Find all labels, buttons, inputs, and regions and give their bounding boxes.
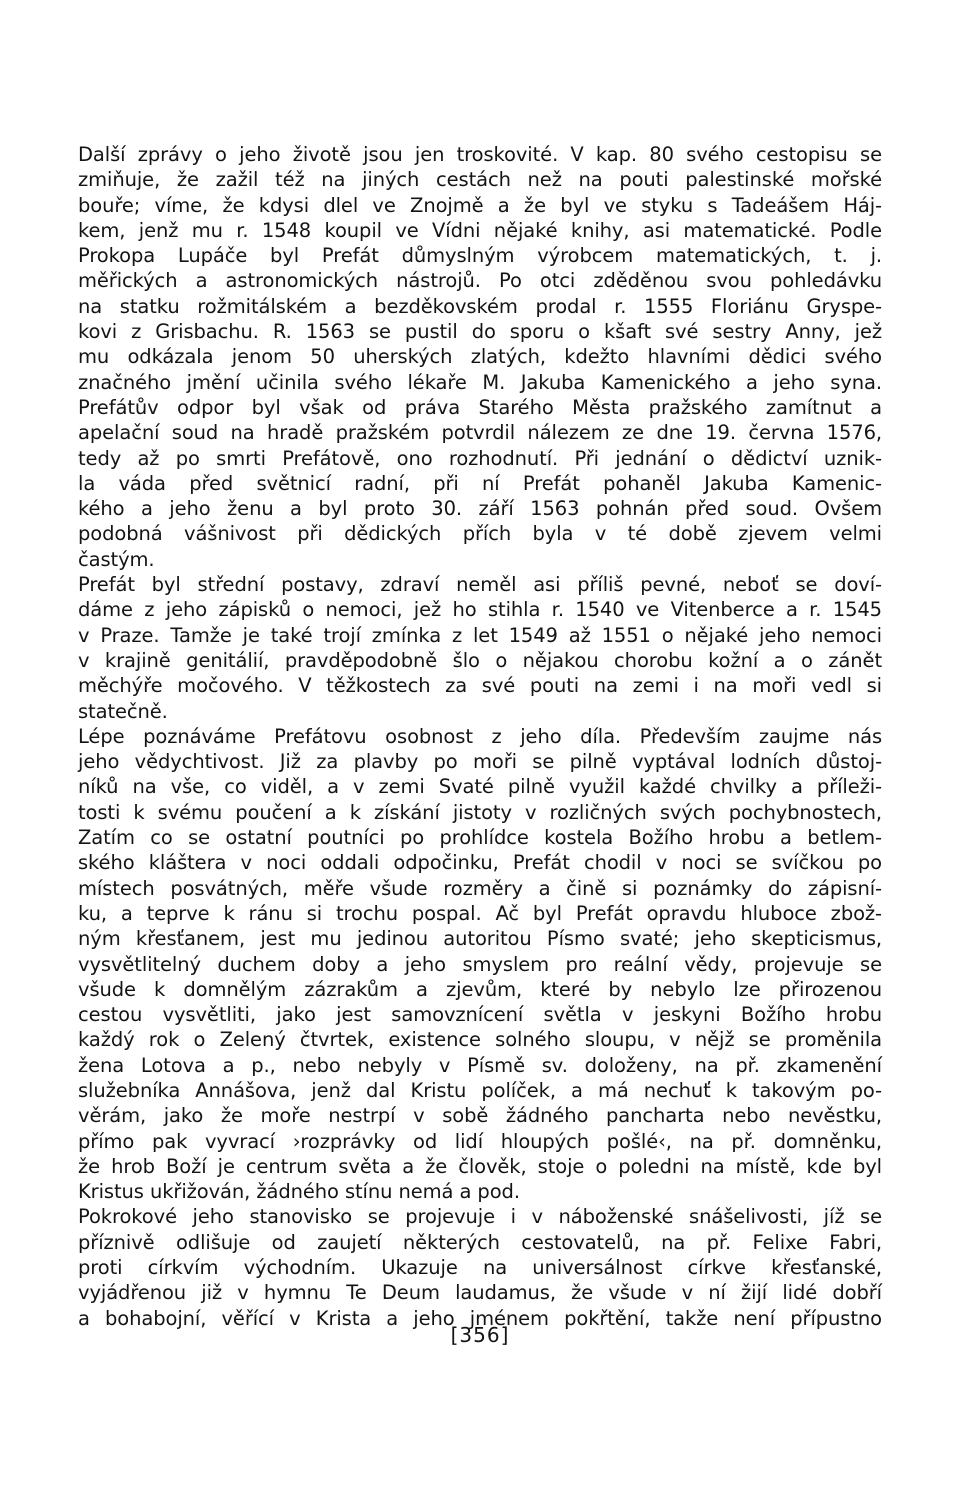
text-line: níků na vše, co viděl, a v zemi Svaté pilně využil každé chvilky a příleži-: [78, 775, 882, 799]
text-line: Prokopa Lupáče byl Prefát důmyslným výrobcem matematických, t. j.: [78, 244, 882, 268]
text-line: vysvětlitelný duchem doby a jeho smyslem pro reální vědy, projevuje se: [78, 952, 882, 976]
text-line: jeho vědychtivost. Již za plavby po moři se pilně vyptával lodních důstoj-: [78, 750, 882, 774]
text-line: la váda před světnicí radní, při ní Prefát pohaněl Jakuba Kamenic-: [78, 471, 882, 495]
text-line: statečně.: [78, 699, 168, 723]
text-line: vyjádřenou již v hymnu Te Deum laudamus, že všude v ní žijí lidé dobří: [78, 1281, 882, 1305]
text-line: tosti k svému poučení a k získání jistoty v rozličných svých pochybnostech,: [78, 800, 882, 824]
text-line: bouře; víme, že kdysi dlel ve Znojmě a že byl ve styku s Tadeášem Háj-: [78, 193, 882, 217]
text-line: ského kláštera v noci oddali odpočinku, Prefát chodil v noci se svíčkou po: [78, 851, 882, 875]
text-line: značného jmění učinila svého lékaře M. Jakuba Kamenického a jeho syna.: [78, 370, 882, 394]
text-line: místech posvátných, měře všude rozměry a čině si poznámky do zápisní-: [78, 876, 882, 900]
text-line: tedy až po smrti Prefátově, ono rozhodnutí. Při jednání o dědictví uznik-: [78, 446, 882, 470]
text-line: cestou vysvětliti, jako jest samovznícení světla v jeskyni Božího hrobu: [78, 1003, 882, 1027]
text-line: kovi z Grisbachu. R. 1563 se pustil do sporu o kšaft své sestry Anny, jež: [78, 320, 882, 344]
text-line: služebníka Annášova, jenž dal Kristu políček, a má nechuť k takovým po-: [78, 1078, 882, 1102]
text-line: zmiňuje, že zažil též na jiných cestách než na pouti palestinské mořské: [78, 168, 882, 192]
text-line: žena Lotova a p., nebo nebyly v Písmě sv. doloženy, na př. zkamenění: [78, 1053, 882, 1077]
text-line: kem, jenž mu r. 1548 koupil ve Vídni nějaké knihy, asi matematické. Podle: [78, 218, 882, 242]
text-line: Pokrokové jeho stanovisko se projevuje i v náboženské snášelivosti, jíž se: [78, 1205, 882, 1229]
text-line: kého a jeho ženu a byl proto 30. září 1563 pohnán před soud. Ovšem: [78, 497, 882, 521]
page-body: [78, 142, 882, 1331]
text-line: ku, a teprve k ránu si trochu pospal. Ač byl Prefát opravdu hluboce zbož-: [78, 901, 882, 925]
text-line: na statku rožmitálském a bezděkovském prodal r. 1555 Floriánu Gryspe-: [78, 294, 882, 318]
text-line: častým.: [78, 547, 155, 571]
text-line: Lépe poznáváme Prefátovu osobnost z jeho díla. Především zaujme nás: [78, 724, 882, 748]
text-line: Prefátův odpor byl však od práva Starého Města pražského zamítnut a: [78, 395, 882, 419]
text-line: a bohabojní, věřící v Krista a jeho jménem pokřtění, takže není přípustno: [78, 1306, 882, 1330]
text-line: měchýře močového. V těžkostech za své pouti na zemi i na moři vedl si: [78, 674, 882, 698]
text-line: podobná vášnivost při dědických přích byla v té době zjevem velmi: [78, 522, 882, 546]
text-line: mu odkázala jenom 50 uherských zlatých, kdežto hlavními dědici svého: [78, 345, 882, 369]
text-line: Kristus ukřižován, žádného stínu nemá a pod.: [78, 1180, 520, 1204]
text-line: v krajině genitálií, pravděpodobně šlo o nějakou chorobu kožní a o zánět: [78, 648, 882, 672]
text-line: proti církvím východním. Ukazuje na universálnost církve křesťanské,: [78, 1256, 882, 1280]
text-line: měřických a astronomických nástrojů. Po otci zděděnou svou pohledávku: [78, 269, 882, 293]
text-line: přímo pak vyvrací ›rozprávky od lidí hloupých pošlé‹, na př. domněnku,: [78, 1129, 882, 1153]
text-line: v Praze. Tamže je také trojí zmínka z let 1549 až 1551 o nějaké jeho nemoci: [78, 623, 882, 647]
text-line: příznivě odlišuje od zaujetí některých cestovatelů, na př. Felixe Fabri,: [78, 1230, 882, 1254]
text-line: všude k domnělým zázrakům a zjevům, které by nebylo lze přirozenou: [78, 977, 882, 1001]
text-line: věrám, jako že moře nestrpí v sobě žádného pancharta nebo nevěstku,: [78, 1104, 882, 1128]
text-line: každý rok o Zelený čtvrtek, existence solného sloupu, v nějž se proměnila: [78, 1028, 882, 1052]
text-line: ným křesťanem, jest mu jedinou autoritou Písmo svaté; jeho skepticismus,: [78, 927, 882, 951]
text-line: Prefát byl střední postavy, zdraví neměl asi příliš pevné, neboť se doví-: [78, 573, 882, 597]
text-line: Zatím co se ostatní poutníci po prohlídce kostela Božího hrobu a betlem-: [78, 826, 882, 850]
text-line: že hrob Boží je centrum světa a že člověk, stoje o poledni na místě, kde byl: [78, 1154, 882, 1178]
text-line: Další zprávy o jeho životě jsou jen troskovité. V kap. 80 svého cestopisu se: [78, 143, 882, 166]
page-number: [356]: [450, 1323, 510, 1347]
text-line: dáme z jeho zápisků o nemoci, jež ho stihla r. 1540 ve Vitenberce a r. 1545: [78, 598, 882, 622]
text-line: apelační soud na hradě pražském potvrdil nálezem ze dne 19. června 1576,: [78, 421, 882, 445]
